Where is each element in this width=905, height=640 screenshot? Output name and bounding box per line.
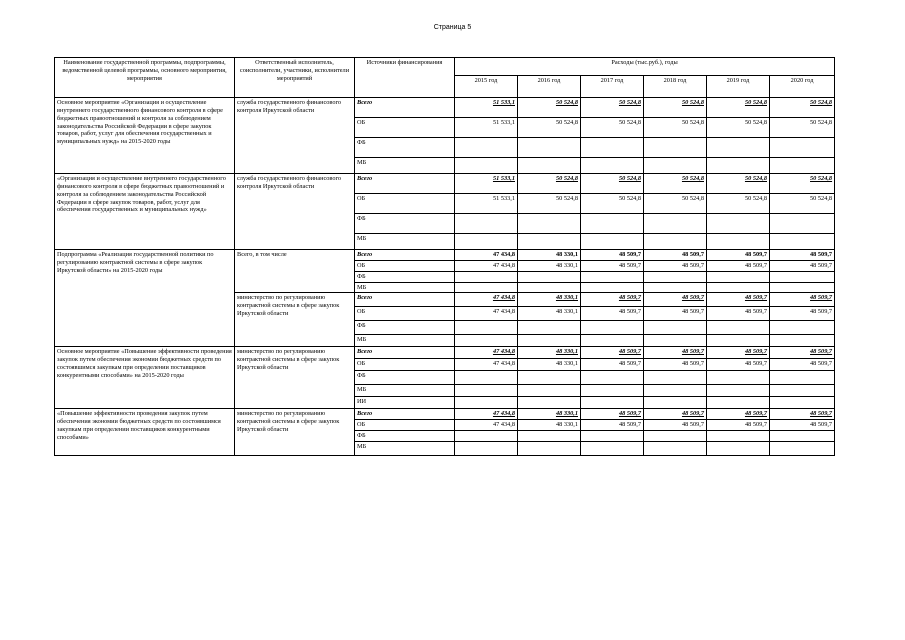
amount-cell [581,214,644,234]
program-name-cell: «Повышение эффективности проведения закупок путем обеспечения экономии бюджетных средств по состоявшимся закупкам при определении поставщиков конкурентными способами» [55,409,235,456]
amount-cell: 48 509,7 [707,420,770,431]
amount-cell [455,138,518,158]
amount-cell [707,271,770,282]
funding-source-cell: Всего [355,98,455,118]
amount-cell: 48 509,7 [644,359,707,371]
program-name-cell: Основное мероприятие «Организация и осуществление внутреннего государственного финансового контроля в сфере бюджетных правоотношений и контроля за соблюдением законодательства Российской Федерации в сфере закупок товаров, работ, услуг для обеспечения государственных и муниципальных нужд» на 2015-2020 годы [55,98,235,174]
funding-source-cell: Всего [355,347,455,359]
funding-source-cell: ФБ [355,214,455,234]
amount-cell [644,335,707,347]
amount-cell: 50 524,8 [581,118,644,138]
amount-cell [707,371,770,385]
amount-cell [581,234,644,250]
header-year: 2015 год [455,76,518,98]
amount-cell: 48 509,7 [644,347,707,359]
funding-source-cell: ОБ [355,260,455,271]
executor-cell: служба государственного финансового контроля Иркутской области [235,174,355,250]
amount-cell: 50 524,8 [518,174,581,194]
amount-cell [518,335,581,347]
amount-cell [581,385,644,397]
amount-cell [707,321,770,335]
header-year: 2016 год [518,76,581,98]
funding-source-cell: Всего [355,293,455,307]
amount-cell [455,321,518,335]
funding-source-cell: МБ [355,335,455,347]
amount-cell [707,385,770,397]
amount-cell: 48 330,1 [518,420,581,431]
amount-cell: 48 509,7 [770,293,835,307]
amount-cell: 48 509,7 [770,307,835,321]
header-year: 2019 год [707,76,770,98]
header-year: 2020 год [770,76,835,98]
amount-cell: 48 509,7 [581,307,644,321]
funding-source-cell: ФБ [355,431,455,442]
amount-cell: 48 509,7 [644,420,707,431]
amount-cell [707,397,770,409]
amount-cell [770,138,835,158]
amount-cell [455,234,518,250]
funding-source-cell: ОБ [355,194,455,214]
amount-cell: 47 434,8 [455,250,518,261]
amount-cell [644,385,707,397]
amount-cell [770,158,835,174]
funding-source-cell: ИИ [355,397,455,409]
page-number-label: Страница 5 [433,24,472,31]
executor-cell: Всего, в том числе [235,250,355,293]
funding-source-cell: МБ [355,158,455,174]
amount-cell [581,158,644,174]
table-row [55,347,835,359]
amount-cell: 51 533,1 [455,118,518,138]
amount-cell: 50 524,8 [518,118,581,138]
amount-cell: 47 434,8 [455,359,518,371]
amount-cell [455,271,518,282]
amount-cell [518,138,581,158]
header-executor: Ответственный исполнитель, соисполнители, участники, исполнители мероприятий [235,58,355,98]
amount-cell: 48 509,7 [707,347,770,359]
amount-cell [770,321,835,335]
budget-table [54,57,835,456]
amount-cell: 50 524,8 [770,174,835,194]
header-year: 2017 год [581,76,644,98]
amount-cell: 48 330,1 [518,307,581,321]
executor-cell: министерство по регулированию контрактной системы в сфере закупок Иркутской области [235,409,355,456]
amount-cell [644,214,707,234]
amount-cell: 51 533,1 [455,174,518,194]
funding-source-cell: ФБ [355,371,455,385]
amount-cell [518,431,581,442]
amount-cell: 48 509,7 [644,293,707,307]
amount-cell [644,234,707,250]
table-row [55,409,835,420]
amount-cell: 50 524,8 [644,98,707,118]
amount-cell: 50 524,8 [644,194,707,214]
table-row [55,174,835,194]
amount-cell: 50 524,8 [707,174,770,194]
amount-cell: 50 524,8 [644,118,707,138]
amount-cell [770,385,835,397]
amount-cell [518,282,581,293]
amount-cell: 48 330,1 [518,347,581,359]
amount-cell: 50 524,8 [581,194,644,214]
amount-cell [581,431,644,442]
amount-cell [707,214,770,234]
funding-source-cell: Всего [355,174,455,194]
amount-cell [770,282,835,293]
amount-cell: 50 524,8 [707,118,770,138]
amount-cell [455,282,518,293]
amount-cell [707,234,770,250]
amount-cell [581,321,644,335]
amount-cell: 48 330,1 [518,250,581,261]
amount-cell [707,442,770,456]
amount-cell [455,214,518,234]
amount-cell [581,138,644,158]
executor-cell: служба государственного финансового контроля Иркутской области [235,98,355,174]
amount-cell [581,371,644,385]
amount-cell [455,158,518,174]
amount-cell: 48 509,7 [644,260,707,271]
amount-cell [707,282,770,293]
amount-cell: 50 524,8 [707,194,770,214]
amount-cell: 51 533,1 [455,98,518,118]
funding-source-cell: ФБ [355,271,455,282]
amount-cell: 48 509,7 [770,420,835,431]
amount-cell: 51 533,1 [455,194,518,214]
funding-source-cell: МБ [355,385,455,397]
funding-source-cell: ОБ [355,307,455,321]
amount-cell: 48 509,7 [581,250,644,261]
amount-cell: 50 524,8 [518,98,581,118]
amount-cell [581,335,644,347]
header-program-name: Наименование государственной программы, подпрограммы, ведомственной целевой программы, основного мероприятия, мероприятия [55,58,235,98]
amount-cell: 48 509,7 [770,347,835,359]
amount-cell [455,385,518,397]
amount-cell: 48 509,7 [770,250,835,261]
amount-cell: 50 524,8 [644,174,707,194]
amount-cell: 48 509,7 [770,359,835,371]
amount-cell: 50 524,8 [770,118,835,138]
program-name-cell: «Организация и осуществление внутреннего государственного финансового контроля в сфере бюджетных правоотношений и контроля за соблюдением законодательства Российской Федерации в сфере закупок товаров, работ, услуг для обеспечения государственных и муниципальных нужд» [55,174,235,250]
amount-cell: 48 509,7 [581,420,644,431]
amount-cell [518,371,581,385]
amount-cell [581,271,644,282]
amount-cell: 50 524,8 [707,98,770,118]
executor-cell: министерство по регулированию контрактной системы в сфере закупок Иркутской области [235,293,355,347]
amount-cell: 47 434,8 [455,409,518,420]
amount-cell [707,138,770,158]
amount-cell [518,442,581,456]
funding-source-cell: МБ [355,442,455,456]
funding-source-cell: ОБ [355,420,455,431]
amount-cell [644,138,707,158]
amount-cell: 47 434,8 [455,420,518,431]
amount-cell [518,234,581,250]
amount-cell: 48 509,7 [707,250,770,261]
amount-cell: 50 524,8 [581,98,644,118]
program-name-cell: Подпрограмма «Реализация государственной политики по регулированию контрактной системы в сфере закупок Иркутской области» на 2015-2020 годы [55,250,235,347]
amount-cell [707,158,770,174]
amount-cell [644,271,707,282]
table-row [55,98,835,118]
funding-source-cell: Всего [355,409,455,420]
amount-cell [518,397,581,409]
funding-source-cell: ОБ [355,359,455,371]
amount-cell [455,371,518,385]
amount-cell: 48 509,7 [707,359,770,371]
funding-source-cell: ФБ [355,321,455,335]
amount-cell: 50 524,8 [770,98,835,118]
amount-cell: 48 509,7 [581,409,644,420]
amount-cell: 48 509,7 [707,293,770,307]
header-expenses: Расходы (тыс.руб.), годы [455,58,835,76]
amount-cell: 48 509,7 [644,250,707,261]
funding-source-cell: МБ [355,234,455,250]
amount-cell [644,442,707,456]
amount-cell [644,282,707,293]
amount-cell [455,397,518,409]
amount-cell [770,271,835,282]
amount-cell: 47 434,8 [455,307,518,321]
amount-cell [518,158,581,174]
amount-cell [707,431,770,442]
amount-cell: 50 524,8 [518,194,581,214]
amount-cell [707,335,770,347]
amount-cell: 50 524,8 [581,174,644,194]
amount-cell: 48 509,7 [644,409,707,420]
amount-cell: 48 330,1 [518,359,581,371]
funding-source-cell: ОБ [355,118,455,138]
amount-cell: 48 330,1 [518,409,581,420]
amount-cell: 47 434,8 [455,347,518,359]
amount-cell [770,335,835,347]
amount-cell [770,371,835,385]
amount-cell [581,397,644,409]
amount-cell [455,335,518,347]
amount-cell: 48 509,7 [707,409,770,420]
amount-cell [518,214,581,234]
amount-cell [770,442,835,456]
program-name-cell: Основное мероприятие «Повышение эффективности проведения закупок путем обеспечения экономии бюджетных средств по состоявшимся закупкам при определении поставщиков конкурентными способами» на 2015-2020 годы [55,347,235,409]
amount-cell [644,158,707,174]
header-funding-source: Источники финансирования [355,58,455,98]
amount-cell: 48 509,7 [707,307,770,321]
amount-cell: 48 509,7 [770,409,835,420]
amount-cell [518,321,581,335]
amount-cell: 50 524,8 [770,194,835,214]
amount-cell [644,321,707,335]
amount-cell [581,442,644,456]
amount-cell: 48 509,7 [581,347,644,359]
amount-cell [455,442,518,456]
funding-source-cell: МБ [355,282,455,293]
amount-cell [644,397,707,409]
amount-cell [770,234,835,250]
amount-cell [455,431,518,442]
amount-cell: 47 434,8 [455,293,518,307]
amount-cell [644,431,707,442]
amount-cell [518,385,581,397]
amount-cell: 48 330,1 [518,293,581,307]
amount-cell: 48 509,7 [644,307,707,321]
amount-cell [581,282,644,293]
amount-cell: 47 434,8 [455,260,518,271]
funding-source-cell: Всего [355,250,455,261]
amount-cell: 48 330,1 [518,260,581,271]
amount-cell [770,431,835,442]
amount-cell [518,271,581,282]
amount-cell: 48 509,7 [707,260,770,271]
amount-cell: 48 509,7 [581,260,644,271]
header-year: 2018 год [644,76,707,98]
funding-source-cell: ФБ [355,138,455,158]
amount-cell [770,397,835,409]
amount-cell: 48 509,7 [770,260,835,271]
amount-cell: 48 509,7 [581,359,644,371]
amount-cell [770,214,835,234]
table-row [55,250,835,261]
executor-cell: министерство по регулированию контрактной системы в сфере закупок Иркутской области [235,347,355,409]
amount-cell [644,371,707,385]
amount-cell: 48 509,7 [581,293,644,307]
